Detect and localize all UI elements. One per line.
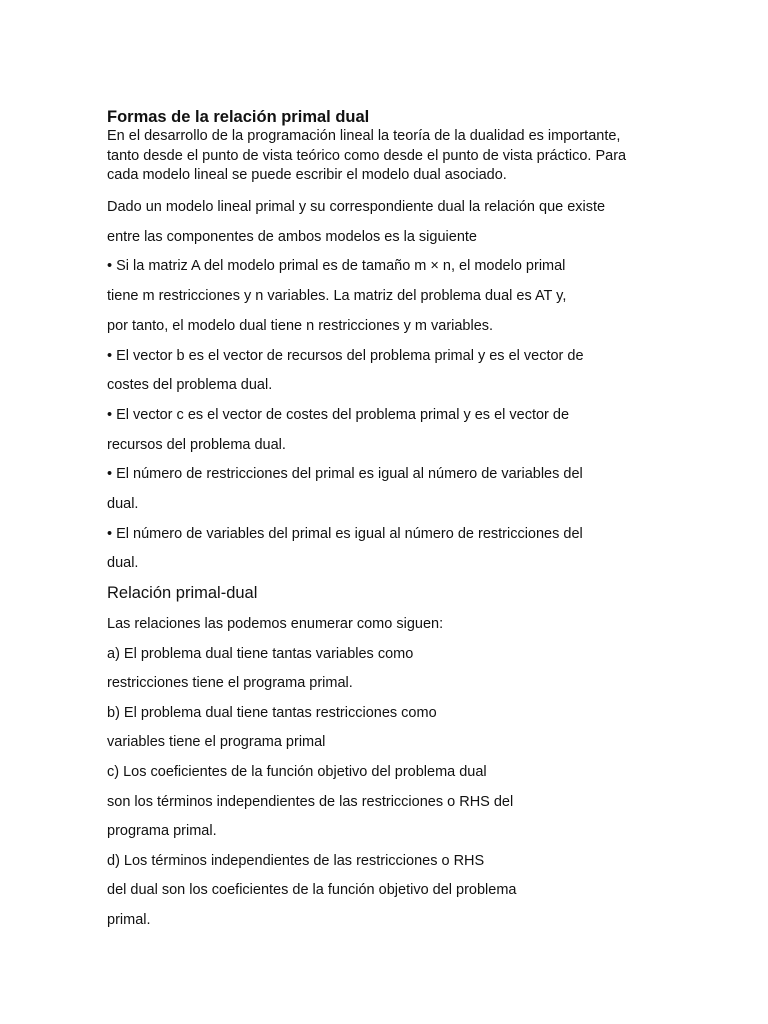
body-line: tiene m restricciones y n variables. La matriz del problema dual es AT y, [107,288,567,305]
relation-item: del dual son los coeficientes de la función objetivo del problema [107,882,517,899]
bullet-line: • Si la matriz A del modelo primal es de tamaño m × n, el modelo primal [107,258,566,275]
relation-item: b) El problema dual tiene tantas restricciones como [107,704,437,721]
relation-item: primal. [107,911,151,928]
section-subtitle: Relación primal-dual [107,584,258,602]
relations-intro: Las relaciones las podemos enumerar como siguen: [107,616,444,632]
body-line: recursos del problema dual. [107,436,286,453]
relations-list [107,610,516,936]
relation-item: c) Los coeficientes de la función objetivo del problema dual [107,763,487,780]
body-line: dual. [107,555,139,572]
intro-line: tanto desde el punto de vista teórico como desde el punto de vista práctico. Para [107,147,627,164]
bullet-line: • El vector c es el vector de costes del problema primal y es el vector de [107,406,570,423]
body-line: por tanto, el modelo dual tiene n restricciones y m variables. [107,317,494,334]
body-line: entre las componentes de ambos modelos es la siguiente [107,228,477,245]
relation-item: variables tiene el programa primal [107,734,326,751]
document-page [107,107,687,928]
body-line: dual. [107,496,139,513]
intro-paragraph [107,127,687,186]
document-title: Formas de la relación primal dual [107,108,370,126]
relation-item: restricciones tiene el programa primal. [107,675,353,692]
relation-item: son los términos independientes de las restricciones o RHS del [107,793,514,810]
bullet-line: • El número de variables del primal es igual al número de restricciones del [107,525,583,542]
intro-line: cada modelo lineal se puede escribir el modelo dual asociado. [107,167,507,183]
body-text [107,193,605,579]
relation-item: a) El problema dual tiene tantas variables como [107,645,414,662]
bullet-line: • El vector b es el vector de recursos del problema primal y es el vector de [107,347,584,364]
body-line: Dado un modelo lineal primal y su correspondiente dual la relación que existe [107,199,606,215]
intro-line: En el desarrollo de la programación lineal la teoría de la dualidad es importante, [107,128,621,144]
body-line: costes del problema dual. [107,377,273,394]
relation-item: programa primal. [107,823,217,840]
relation-item: d) Los términos independientes de las restricciones o RHS [107,852,485,869]
bullet-line: • El número de restricciones del primal es igual al número de variables del [107,466,583,483]
